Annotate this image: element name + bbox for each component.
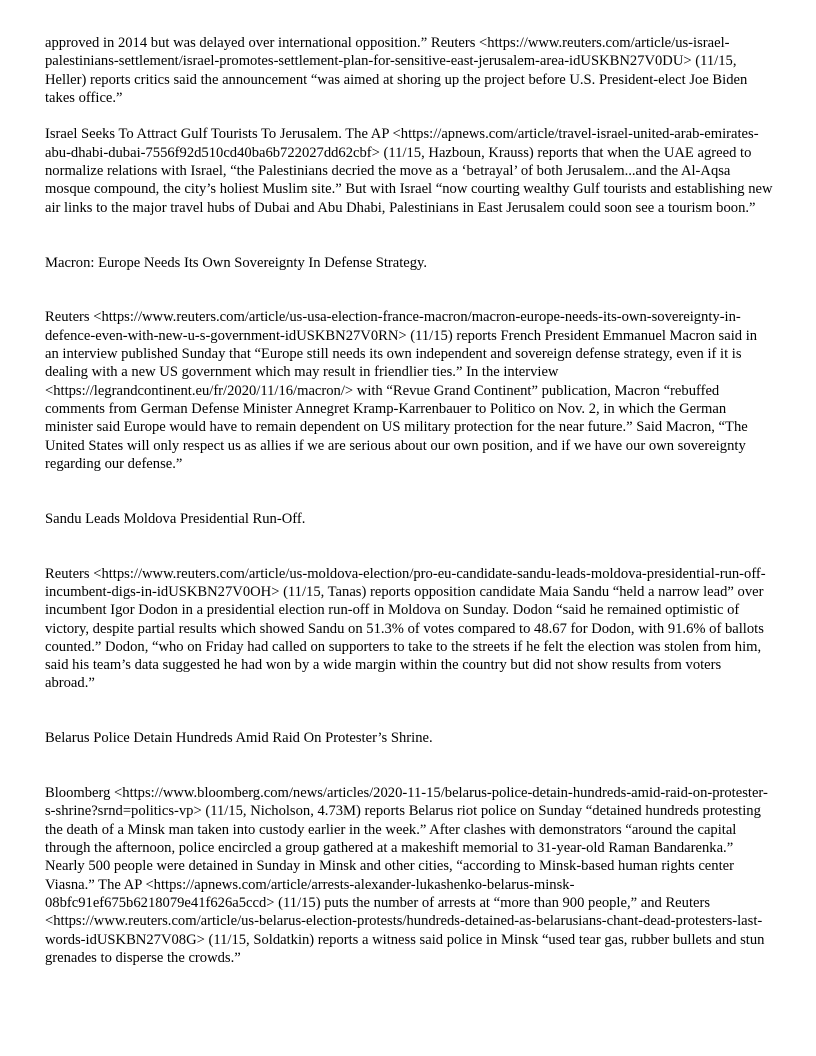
paragraph-israel-gulf-tourists: Israel Seeks To Attract Gulf Tourists To Jerusalem. The AP <https://apnews.com/article/travel-israel-united-arab-emirates-abu-dhabi-dubai-7556f92d510cd40ba6b722027dd62cbf> (11/15, Hazboun, Krauss) reports that when the UAE agreed to normalize relations with Israel, “the Palestinians decried the move as a ‘betrayal’ of both Jerusalem...and the Al-Aqsa mosque compound, the city’s holiest Muslim site.” But with Israel “now courting wealthy Gulf tourists and establishing new air links to the major travel hubs of Dubai and Abu Dhabi, Palestinians in East Jerusalem could soon see a tourism boon.” — [45, 126, 773, 216]
heading-macron: Macron: Europe Needs Its Own Sovereignty In Defense Strategy. — [45, 254, 428, 271]
heading-moldova: Sandu Leads Moldova Presidential Run-Off. — [45, 510, 306, 527]
document-page — [45, 34, 773, 967]
paragraph-belarus: Bloomberg <https://www.bloomberg.com/news/articles/2020-11-15/belarus-police-detain-hundreds-amid-raid-on-protester-s-shrine?srnd=politics-vp> (11/15, Nicholson, 4.73M) reports Belarus riot police on Sunday “detained hundreds protesting the death of a Minsk man taken into custody earlier in the week.” After clashes with demonstrators “around the capital through the afternoon, police encircled a group gathered at a makeshift memorial to 31-year-old Raman Bandarenka.” Nearly 500 people were detained in Sunday in Minsk and other cities, “according to Minsk-based human rights center Viasna.” The AP <https://apnews.com/article/arrests-alexander-lukashenko-belarus-minsk-08bfc91ef675b6218079e41f626a5ccd> (11/15) puts the number of arrests at “more than 900 people,” and Reuters <https://www.reuters.com/article/us-belarus-election-protests/hundreds-detained-as-belarusians-chant-dead-protesters-last-words-idUSKBN27V08G> (11/15, Soldatkin) reports a witness said police in Minsk “used tear gas, rubber bullets and stun grenades to disperse the crowds.” — [45, 785, 768, 966]
paragraph-macron: Reuters <https://www.reuters.com/article/us-usa-election-france-macron/macron-europe-needs-its-own-sovereignty-in-defence-even-with-new-u-s-government-idUSKBN27V0RN> (11/15) reports French President Emmanuel Macron said in an interview published Sunday that “Europe still needs its own independent and sovereign defense strategy, even if it is dealing with a new US government which may result in friendlier ties.” In the interview <https://legrandcontinent.eu/fr/2020/11/16/macron/> with “Revue Grand Continent” publication, Macron “rebuffed comments from German Defense Minister Annegret Kramp-Karrenbauer to Politico on Nov. 2, in which the German minister said Europe would have to remain dependent on US military protection for the near future.” Said Macron, “The United States will only respect us as allies if we are serious about our own position, and if we have our own sovereignty regarding our defense.” — [45, 309, 758, 472]
heading-belarus: Belarus Police Detain Hundreds Amid Raid On Protester’s Shrine. — [45, 730, 433, 747]
paragraph-moldova: Reuters <https://www.reuters.com/article/us-moldova-election/pro-eu-candidate-sandu-leads-moldova-presidential-run-off-incumbent-digs-in-idUSKBN27V0OH> (11/15, Tanas) reports opposition candidate Maia Sandu “held a narrow lead” over incumbent Igor Dodon in a presidential election run-off in Moldova on Sunday. Dodon “said he remained optimistic of victory, despite partial results which showed Sandu on 51.3% of votes compared to 48.67 for Dodon, with 91.6% of ballots counted.” Dodon, “who on Friday had called on supporters to take to the streets if he felt the election was stolen from him, said his team’s data suggested he had won by a wide margin within the country but did not show results from voters abroad.” — [45, 565, 766, 692]
paragraph-israel-settlement-continued: approved in 2014 but was delayed over international opposition.” Reuters <https://www.reuters.com/article/us-israel-palestinians-settlement/israel-promotes-settlement-plan-for-sensitive-east-jerusalem-area-idUSKBN27V0DU> (11/15, Heller) reports critics said the announcement “was aimed at shoring up the project before U.S. President-elect Joe Biden takes office.” — [45, 35, 748, 106]
